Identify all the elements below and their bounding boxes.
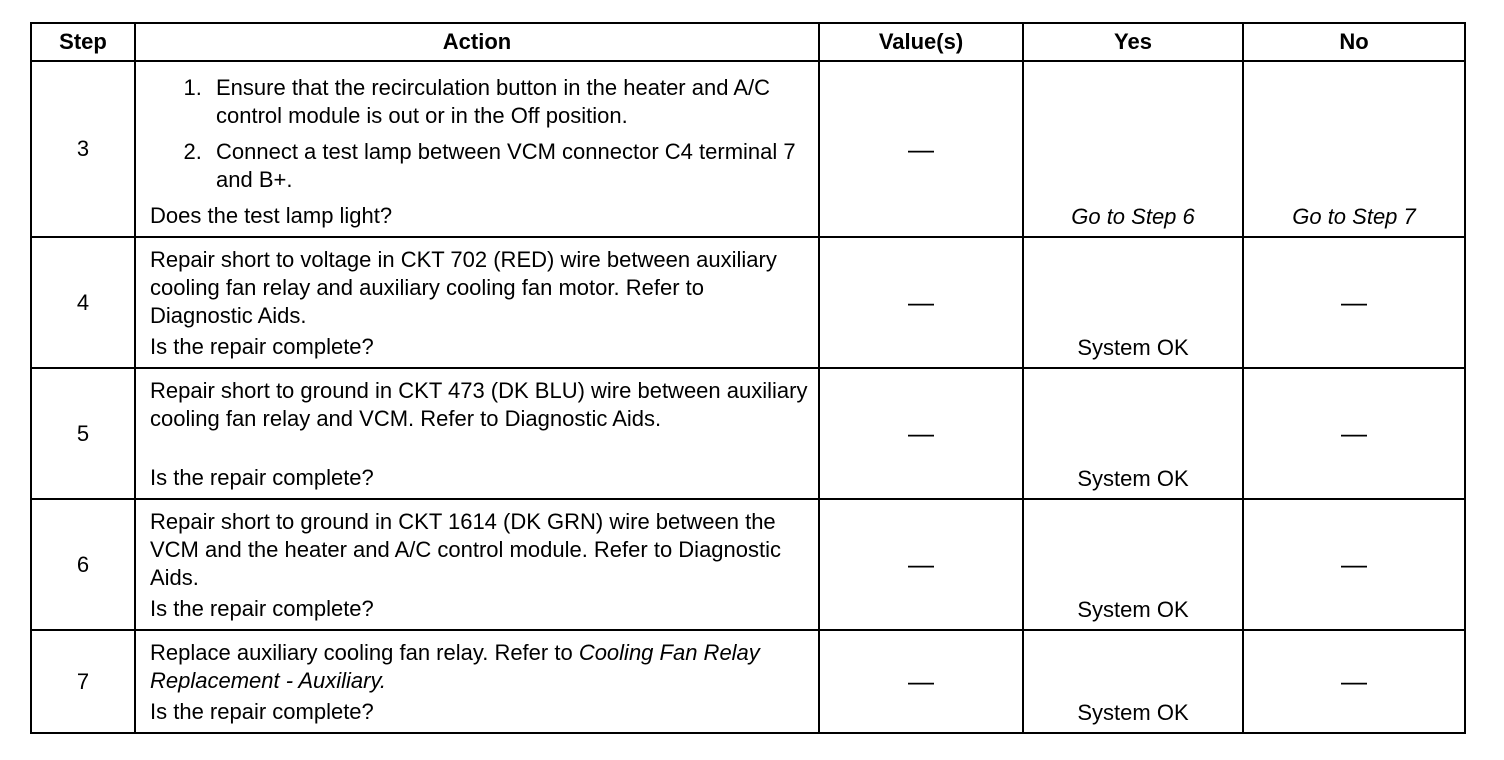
yes-cell: System OK bbox=[1023, 499, 1243, 630]
action-cell bbox=[135, 630, 819, 733]
diagnostic-table bbox=[30, 22, 1466, 734]
yes-cell: System OK bbox=[1023, 237, 1243, 368]
yes-cell: System OK bbox=[1023, 630, 1243, 733]
table-row bbox=[31, 61, 1465, 237]
action-description-text: Replace auxiliary cooling fan relay. Refer to bbox=[150, 640, 579, 665]
action-steps-list bbox=[150, 74, 808, 194]
yes-cell: System OK bbox=[1023, 368, 1243, 499]
table-row bbox=[31, 630, 1465, 733]
step-number: 4 bbox=[31, 237, 135, 368]
no-cell: — bbox=[1243, 237, 1465, 368]
action-cell bbox=[135, 499, 819, 630]
value-cell: — bbox=[819, 499, 1023, 630]
header-action: Action bbox=[135, 23, 819, 61]
action-description: Repair short to ground in CKT 473 (DK BLU) wire between auxiliary cooling fan relay and VCM. Refer to Diagnostic Aids. bbox=[150, 378, 808, 431]
step-number: 5 bbox=[31, 368, 135, 499]
no-cell: Go to Step 7 bbox=[1243, 61, 1465, 237]
action-description: Repair short to ground in CKT 1614 (DK GRN) wire between the VCM and the heater and A/C control module. Refer to Diagnostic Aids. bbox=[150, 509, 782, 590]
action-question: Does the test lamp light? bbox=[150, 203, 393, 228]
no-cell: — bbox=[1243, 499, 1465, 630]
action-description: Repair short to voltage in CKT 702 (RED) wire between auxiliary cooling fan relay and auxiliary cooling fan motor. Refer to Diagnostic Aids. bbox=[150, 247, 777, 328]
action-step-item: 2. Connect a test lamp between VCM connector C4 terminal 7 and B+. bbox=[208, 138, 808, 194]
action-cell bbox=[135, 237, 819, 368]
action-question: Is the repair complete? bbox=[150, 334, 374, 359]
no-cell: — bbox=[1243, 630, 1465, 733]
header-step: Step bbox=[31, 23, 135, 61]
step-number: 3 bbox=[31, 61, 135, 237]
table-row bbox=[31, 368, 1465, 499]
action-question: Is the repair complete? bbox=[150, 465, 374, 490]
value-cell: — bbox=[819, 630, 1023, 733]
header-yes: Yes bbox=[1023, 23, 1243, 61]
header-values: Value(s) bbox=[819, 23, 1023, 61]
action-cell bbox=[135, 61, 819, 237]
procedure-reference: Cooling Fan Relay Replacement - Auxiliary. bbox=[150, 640, 760, 693]
table-row bbox=[31, 499, 1465, 630]
action-step-item: 1. Ensure that the recirculation button in the heater and A/C control module is out or in the Off position. bbox=[208, 74, 808, 130]
action-cell bbox=[135, 368, 819, 499]
value-cell: — bbox=[819, 368, 1023, 499]
action-description bbox=[150, 639, 808, 695]
header-row bbox=[31, 23, 1465, 61]
yes-cell: Go to Step 6 bbox=[1023, 61, 1243, 237]
step-number: 6 bbox=[31, 499, 135, 630]
value-cell: — bbox=[819, 237, 1023, 368]
table-row bbox=[31, 237, 1465, 368]
header-no: No bbox=[1243, 23, 1465, 61]
action-question: Is the repair complete? bbox=[150, 699, 374, 724]
no-cell: — bbox=[1243, 368, 1465, 499]
action-question: Is the repair complete? bbox=[150, 596, 374, 621]
value-cell: — bbox=[819, 61, 1023, 237]
step-number: 7 bbox=[31, 630, 135, 733]
